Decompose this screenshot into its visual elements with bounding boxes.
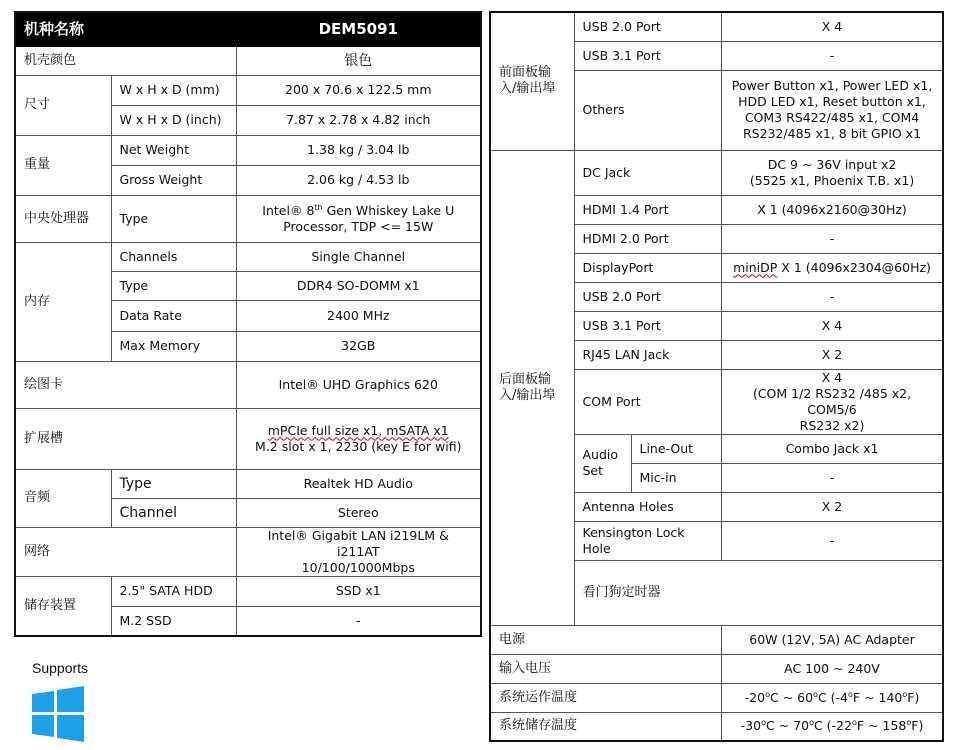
kensington-value: -: [721, 521, 943, 560]
network-line2: 10/100/1000Mbps: [301, 559, 415, 575]
op-temp-c: C (-4: [817, 689, 848, 705]
graphics-label: 绘图卡: [15, 361, 236, 408]
mem-channels-value: Single Channel: [236, 242, 481, 271]
front-others-label: Others: [574, 70, 721, 150]
model-name: DEM5091: [236, 12, 481, 46]
hdmi14-label: HDMI 1.4 Port: [574, 195, 721, 224]
cpu-line2: Processor, TDP <= 15W: [283, 218, 434, 234]
op-temp-a: -20: [744, 689, 766, 705]
header-row: [15, 12, 481, 46]
hdmi20-label: HDMI 2.0 Port: [574, 224, 721, 253]
st-temp-c: C (-22: [813, 718, 852, 734]
net-weight-value: 1.38 kg / 3.04 lb: [236, 135, 481, 165]
row-expansion: [15, 408, 481, 469]
hdmi20-value: -: [721, 224, 943, 253]
front-usb31-value: -: [721, 41, 943, 70]
power-label: 电源: [490, 625, 721, 654]
row-size-mm: [15, 75, 481, 105]
gross-weight-value: 2.06 kg / 4.53 lb: [236, 165, 481, 195]
cpu-label: 中央处理器: [15, 195, 111, 242]
deg-mark: o: [809, 718, 814, 728]
antenna-value: X 2: [721, 492, 943, 521]
size-mm-label: W x H x D (mm): [111, 75, 236, 105]
power-value: 60W (12V, 5A) AC Adapter: [721, 625, 943, 654]
op-temp-value: [721, 683, 943, 712]
op-temp-e: F): [907, 689, 920, 705]
size-label: 尺寸: [15, 75, 111, 135]
front-usb2-label: USB 2.0 Port: [574, 12, 721, 41]
storage-m2-label: M.2 SSD: [111, 606, 236, 636]
com-value: [721, 369, 943, 434]
kensington-label: Kensington Lock Hole: [574, 521, 721, 560]
memory-label: 内存: [15, 242, 111, 361]
deg-mark: o: [902, 689, 908, 699]
audio-type-label: Type: [111, 469, 236, 498]
row-st-temp: [490, 712, 943, 741]
dp-label: DisplayPort: [574, 253, 721, 282]
row-input-voltage: [490, 654, 943, 683]
row-rear-dc: [490, 150, 943, 195]
front-others-value: [721, 70, 943, 150]
row-op-temp: [490, 683, 943, 712]
st-temp-a: -30: [740, 718, 762, 734]
com-line2: (COM 1/2 RS232 /485 x2, COM5/6: [752, 385, 912, 417]
rear-usb2-value: -: [721, 282, 943, 311]
row-color: [15, 46, 481, 75]
size-mm-value: 200 x 70.6 x 122.5 mm: [236, 75, 481, 105]
audio-set-label: Audio Set: [574, 434, 631, 492]
others-line-1: Power Button x1, Power LED x1,: [731, 78, 933, 93]
micin-value: -: [721, 463, 943, 492]
front-io-label: 前面板输入/输出埠: [490, 12, 574, 150]
audio-label: 音频: [15, 469, 111, 527]
op-temp-label: 系统运作温度: [490, 683, 721, 712]
gross-weight-label: Gross Weight: [111, 165, 236, 195]
deg-mark: o: [848, 689, 853, 699]
net-weight-label: Net Weight: [111, 135, 236, 165]
row-cpu: [15, 195, 481, 242]
cpu-line1-sup: th: [314, 202, 323, 212]
com-line3: RS232 x2): [799, 417, 865, 433]
dc-jack-label: DC Jack: [574, 150, 721, 195]
row-mem-channels: [15, 242, 481, 271]
graphics-value: Intel® UHD Graphics 620: [236, 361, 481, 408]
antenna-label: Antenna Holes: [574, 492, 721, 521]
dp-value-b: X 1 (4096x2304@60Hz): [777, 259, 931, 275]
st-temp-value: [721, 712, 943, 741]
input-voltage-value: AC 100 ~ 240V: [721, 654, 943, 683]
network-value: [236, 527, 481, 576]
mem-rate-value: 2400 MHz: [236, 300, 481, 331]
deg-mark: o: [906, 718, 912, 728]
cpu-line1-a: Intel® 8: [262, 202, 315, 218]
windows-logo-icon: [32, 686, 84, 742]
mem-type-label: Type: [111, 271, 236, 300]
op-temp-b: C ~ 60: [769, 689, 814, 705]
deg-mark: o: [813, 689, 818, 699]
size-inch-label: W x H x D (inch): [111, 105, 236, 135]
mem-type-value: DDR4 SO-DOMM x1: [236, 271, 481, 300]
st-temp-label: 系统储存温度: [490, 712, 721, 741]
spec-table-left: [14, 11, 482, 637]
st-temp-d: F ~ 158: [856, 718, 907, 734]
lineout-label: Line-Out: [631, 434, 721, 463]
expansion-line2: M.2 slot x 1, 2230 (key E for wifi): [255, 438, 462, 454]
audio-type-value: Realtek HD Audio: [236, 469, 481, 498]
expansion-label: 扩展槽: [15, 408, 236, 469]
network-label: 网络: [15, 527, 236, 576]
rj45-value: X 2: [721, 340, 943, 369]
micin-label: Mic-in: [631, 463, 721, 492]
size-inch-value: 7.87 x 2.78 x 4.82 inch: [236, 105, 481, 135]
rear-usb31-label: USB 3.1 Port: [574, 311, 721, 340]
rear-usb2-label: USB 2.0 Port: [574, 282, 721, 311]
dp-value-a: miniDP: [733, 259, 778, 275]
rear-usb31-value: X 4: [721, 311, 943, 340]
color-value: 银色: [236, 46, 481, 75]
input-voltage-label: 输入电压: [490, 654, 721, 683]
dc-line2: (5525 x1, Phoenix T.B. x1): [749, 172, 915, 188]
row-storage-sata: [15, 576, 481, 606]
hdmi14-value: X 1 (4096x2160@30Hz): [721, 195, 943, 224]
mem-channels-label: Channels: [111, 242, 236, 271]
op-temp-d: F ~ 140: [852, 689, 903, 705]
row-power: [490, 625, 943, 654]
storage-m2-value: -: [236, 606, 481, 636]
row-front-usb2: [490, 12, 943, 41]
cpu-type-label: Type: [111, 195, 236, 242]
row-audio-type: [15, 469, 481, 498]
rj45-label: RJ45 LAN Jack: [574, 340, 721, 369]
header-label: 机种名称: [15, 12, 236, 46]
others-line-3: COM3 RS422/485 x1, COM4: [744, 110, 920, 125]
others-line-2: HDD LED x1, Reset button x1,: [738, 94, 926, 109]
deg-mark: o: [765, 689, 770, 699]
storage-sata-value: SSD x1: [236, 576, 481, 606]
network-line1: Intel® Gigabit LAN i219LM & i211AT: [267, 527, 449, 559]
dc-line1: DC 9 ~ 36V input x2: [767, 156, 897, 172]
lineout-value: Combo Jack x1: [721, 434, 943, 463]
others-line-4: RS232/485 x1, 8 bit GPIO x1: [742, 126, 922, 141]
st-temp-b: C ~ 70: [766, 718, 810, 734]
storage-label: 储存装置: [15, 576, 111, 636]
audio-channel-label: Channel: [111, 498, 236, 527]
row-network: [15, 527, 481, 576]
mem-max-value: 32GB: [236, 331, 481, 361]
cpu-line1-b: Gen Whiskey Lake U: [322, 202, 455, 218]
mem-rate-label: Data Rate: [111, 300, 236, 331]
spec-table-right: [489, 11, 944, 742]
dc-jack-value: [721, 150, 943, 195]
mem-max-label: Max Memory: [111, 331, 236, 361]
rear-io-label: 后面板输入/输出埠: [490, 150, 574, 625]
deg-mark: o: [761, 718, 766, 728]
supports-label: Supports: [32, 660, 89, 676]
com-label: COM Port: [574, 369, 721, 434]
cpu-value: [236, 195, 481, 242]
watchdog-label: 看门狗定时器: [574, 560, 943, 625]
row-graphics: [15, 361, 481, 408]
expansion-line1: mPCIe full size x1, mSATA x1: [267, 422, 449, 438]
audio-channel-value: Stereo: [236, 498, 481, 527]
storage-sata-label: 2.5" SATA HDD: [111, 576, 236, 606]
front-usb31-label: USB 3.1 Port: [574, 41, 721, 70]
com-line1: X 4: [821, 369, 843, 385]
dp-value: [721, 253, 943, 282]
st-temp-e: F): [911, 718, 924, 734]
deg-mark: o: [851, 718, 857, 728]
expansion-value: [236, 408, 481, 469]
row-net-weight: [15, 135, 481, 165]
color-label: 机壳颜色: [15, 46, 236, 75]
weight-label: 重量: [15, 135, 111, 195]
front-usb2-value: X 4: [721, 12, 943, 41]
